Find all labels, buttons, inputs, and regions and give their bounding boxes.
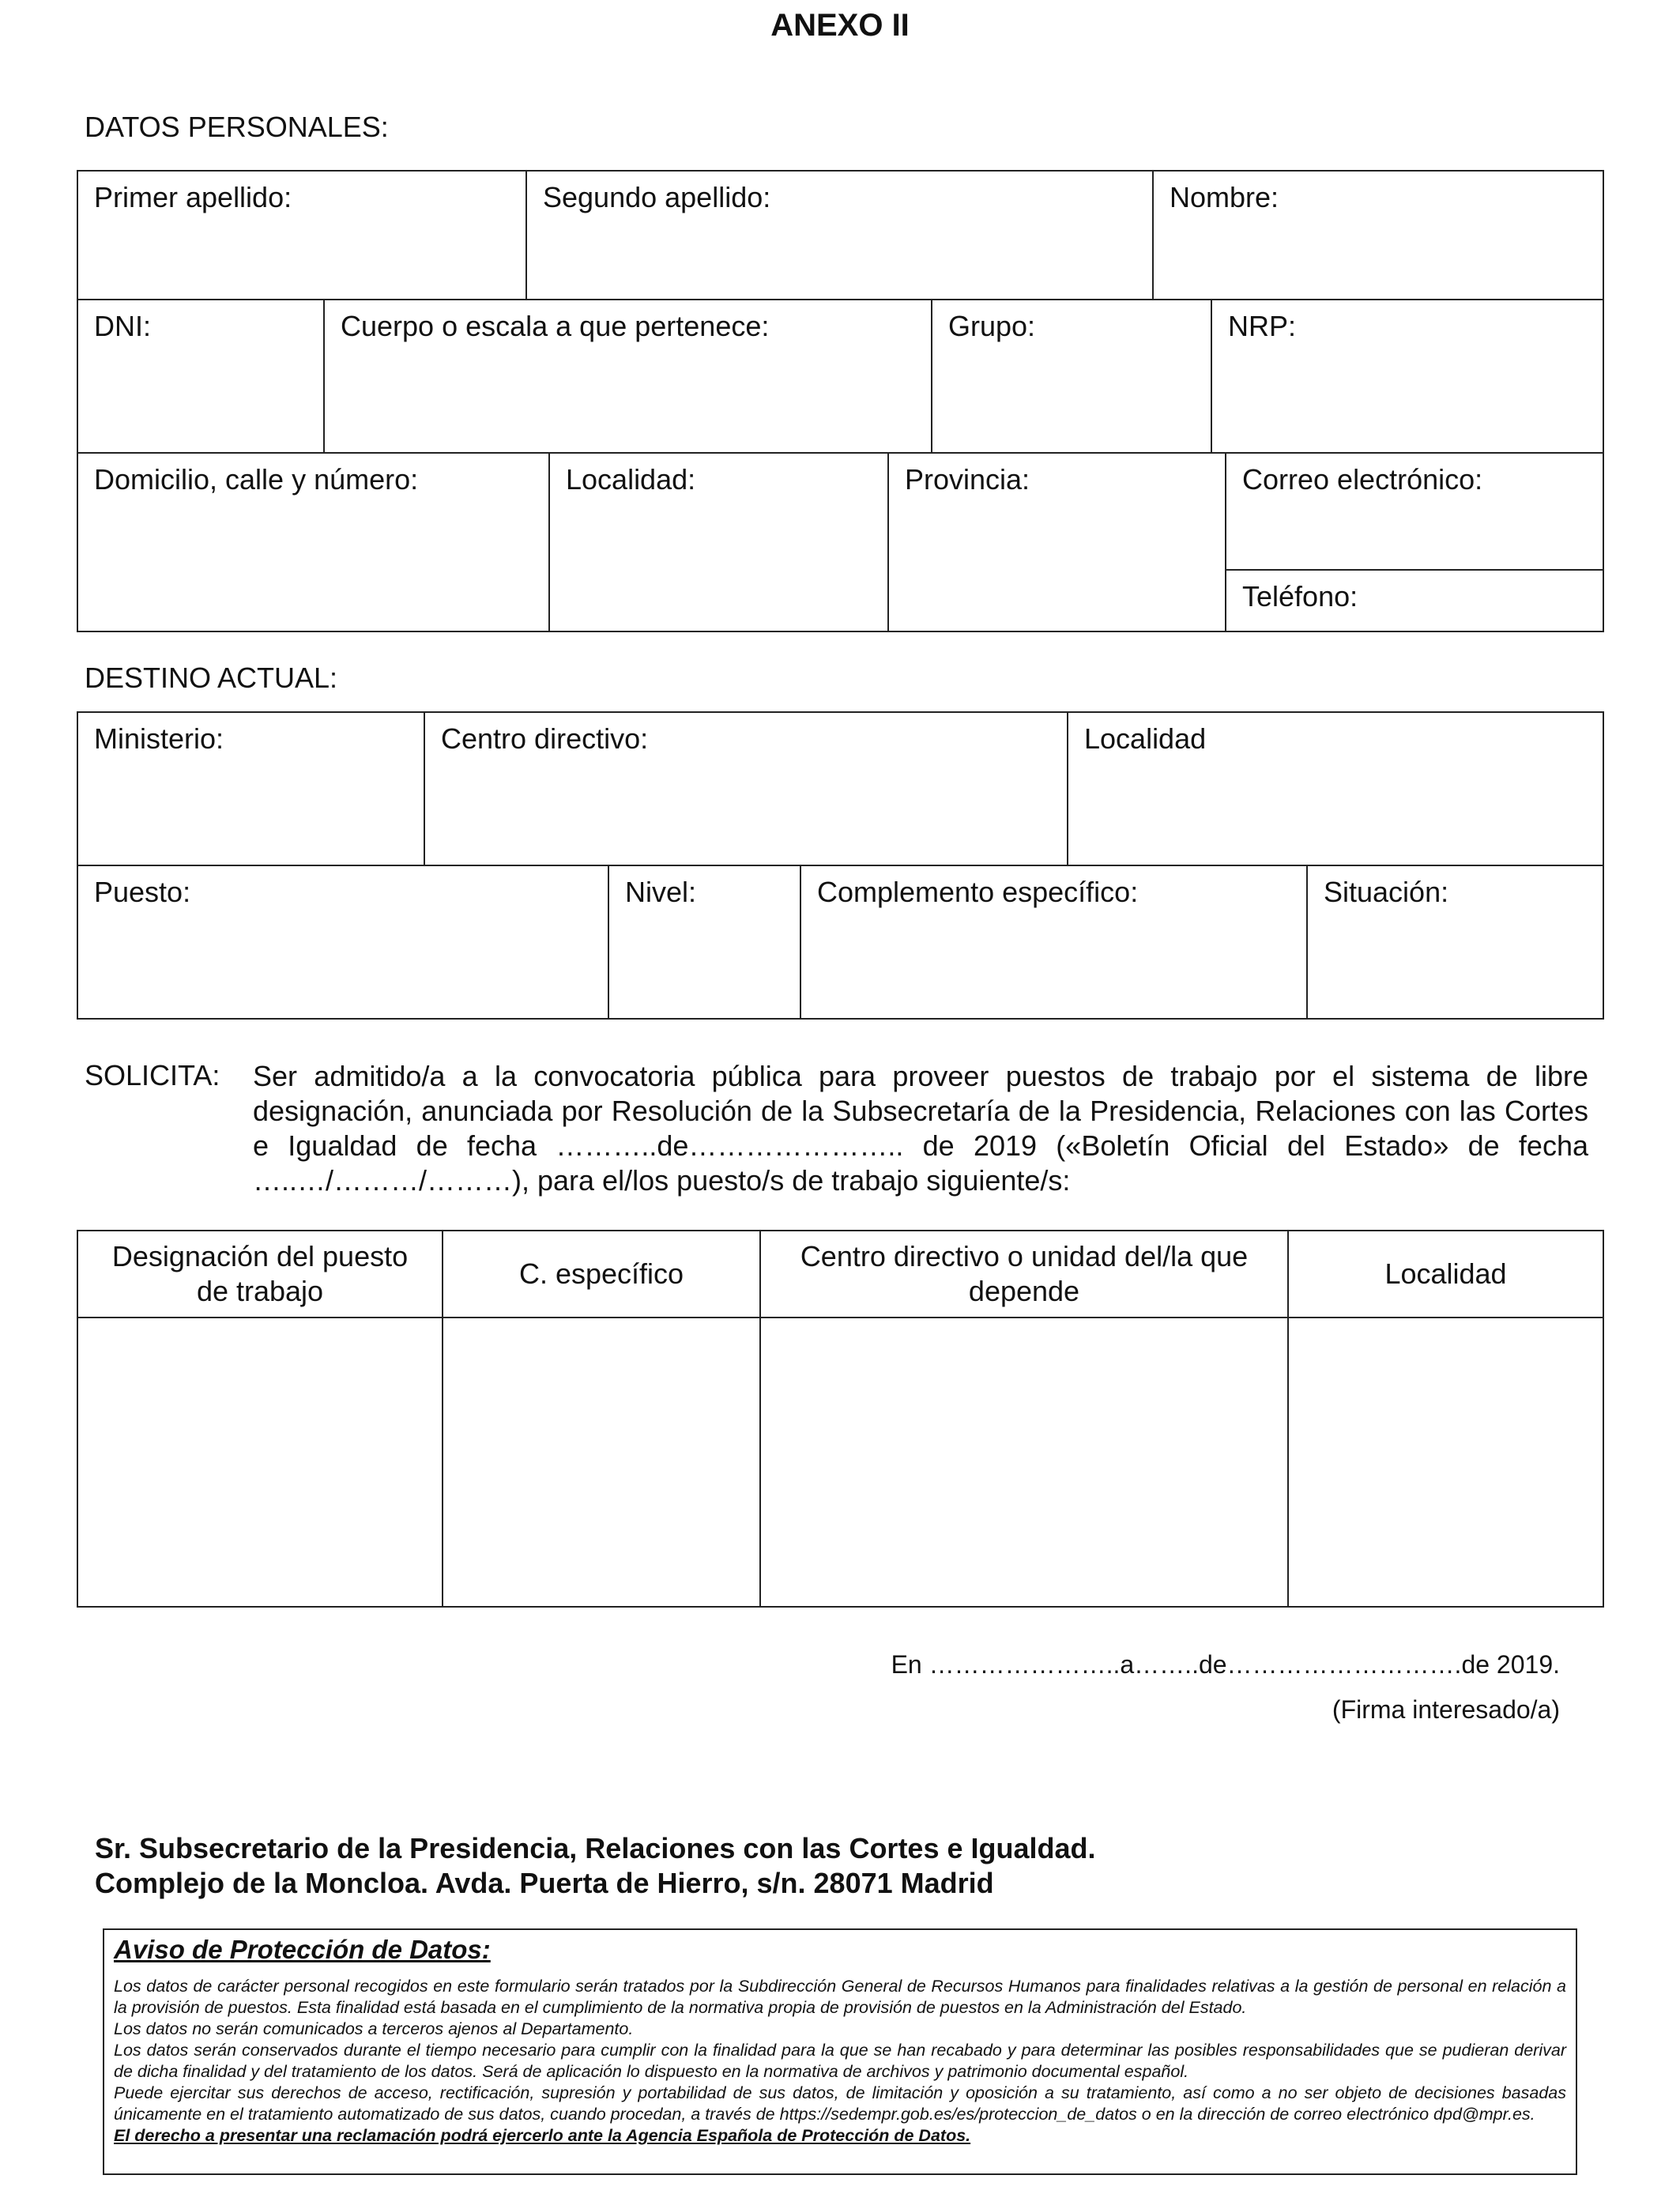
localidad-field[interactable]: Localidad: [548, 452, 889, 632]
nombre-field[interactable]: Nombre: [1152, 170, 1604, 300]
col-c-especifico-header: C. específico [442, 1230, 761, 1318]
cuerpo-escala-field[interactable]: Cuerpo o escala a que pertenece: [323, 299, 932, 454]
c-especifico-input-cell[interactable] [442, 1317, 761, 1608]
destino-localidad-field[interactable]: Localidad [1067, 711, 1604, 866]
lugar-fecha-line[interactable]: En …………………..a……..de……………………….de 2019. [891, 1650, 1560, 1679]
solicita-text: Ser admitido/a a la convocatoria pública para proveer puestos de trabajo por el sistema de libre designación, anunciada por Resolución de la Subsecretaría de la Presidencia, Relaciones con las Cortes e Igualdad de fecha ………..de………………….. de 2019 («Boletín Oficial del Estado» de fecha …..…/………/………), para el/los puesto/s de trabajo siguiente/s: [253, 1060, 1588, 1197]
destino-actual-heading: DESTINO ACTUAL: [85, 662, 338, 694]
firma-interesado-label: (Firma interesado/a) [1332, 1695, 1560, 1724]
designacion-input-cell[interactable] [77, 1317, 443, 1608]
localidad-input-cell[interactable] [1287, 1317, 1604, 1608]
complemento-especifico-field[interactable]: Complemento específico: [800, 865, 1308, 1020]
centro-directivo-field[interactable]: Centro directivo: [424, 711, 1068, 866]
nivel-field[interactable]: Nivel: [608, 865, 801, 1020]
correo-electronico-field[interactable]: Correo electrónico: [1225, 452, 1604, 571]
document-title: ANEXO II [770, 8, 910, 43]
proteccion-datos-p2: Los datos no serán comunicados a terceros ajenos al Departamento. [114, 2019, 634, 2038]
solicita-label: SOLICITA: [85, 1059, 220, 1091]
centro-directivo-input-cell[interactable] [759, 1317, 1289, 1608]
destinatario-line-2: Complejo de la Moncloa. Avda. Puerta de Hierro, s/n. 28071 Madrid [95, 1867, 994, 1899]
datos-personales-heading: DATOS PERSONALES: [85, 111, 389, 143]
destinatario-line-1: Sr. Subsecretario de la Presidencia, Relaciones con las Cortes e Igualdad. [95, 1832, 1096, 1864]
proteccion-datos-p5: El derecho a presentar una reclamación podrá ejercerlo ante la Agencia Española de Protección de Datos. [114, 2126, 971, 2145]
provincia-field[interactable]: Provincia: [887, 452, 1226, 632]
domicilio-field[interactable]: Domicilio, calle y número: [77, 452, 550, 632]
proteccion-datos-p4: Puede ejercitar sus derechos de acceso, rectificación, supresión y portabilidad de sus datos, de limitación y oposición a su tratamiento, así como a no ser objeto de decisiones basadas únicamente en el tratamiento automatizado de sus datos, cuando procedan, a través de https://sedempr.gob.es/es/proteccion_de_datos o en la dirección de correo electrónico dpd@mpr.es. [114, 2083, 1566, 2124]
nrp-field[interactable]: NRP: [1211, 299, 1604, 454]
proteccion-datos-p1: Los datos de carácter personal recogidos en este formulario serán tratados por la Subdirección General de Recursos Humanos para finalidades relativas a la gestión de personal en relación a la provisión de puestos. Esta finalidad está basada en el cumplimiento de la normativa propia de provisión de puestos en la Administración del Estado. [114, 1977, 1566, 2017]
proteccion-datos-box [103, 1928, 1577, 2175]
proteccion-datos-title: Aviso de Protección de Datos: [114, 1935, 491, 1964]
col-localidad-header: Localidad [1287, 1230, 1604, 1318]
puesto-field[interactable]: Puesto: [77, 865, 609, 1020]
segundo-apellido-field[interactable]: Segundo apellido: [525, 170, 1154, 300]
col-centro-directivo-header: Centro directivo o unidad del/la que depende [759, 1230, 1289, 1318]
proteccion-datos-p3: Los datos serán conservados durante el tiempo necesario para cumplir con la finalidad para la que se han recabado y para determinar las posibles responsabilidades que se pudieran derivar de dicha finalidad y del tratamiento de los datos. Será de aplicación lo dispuesto en la normativa de archivos y patrimonio documental español. [114, 2041, 1566, 2081]
dni-field[interactable]: DNI: [77, 299, 325, 454]
telefono-field[interactable]: Teléfono: [1225, 569, 1604, 632]
situacion-field[interactable]: Situación: [1306, 865, 1604, 1020]
ministerio-field[interactable]: Ministerio: [77, 711, 425, 866]
primer-apellido-field[interactable]: Primer apellido: [77, 170, 527, 300]
col-designacion-header: Designación del puesto de trabajo [77, 1230, 443, 1318]
grupo-field[interactable]: Grupo: [931, 299, 1212, 454]
